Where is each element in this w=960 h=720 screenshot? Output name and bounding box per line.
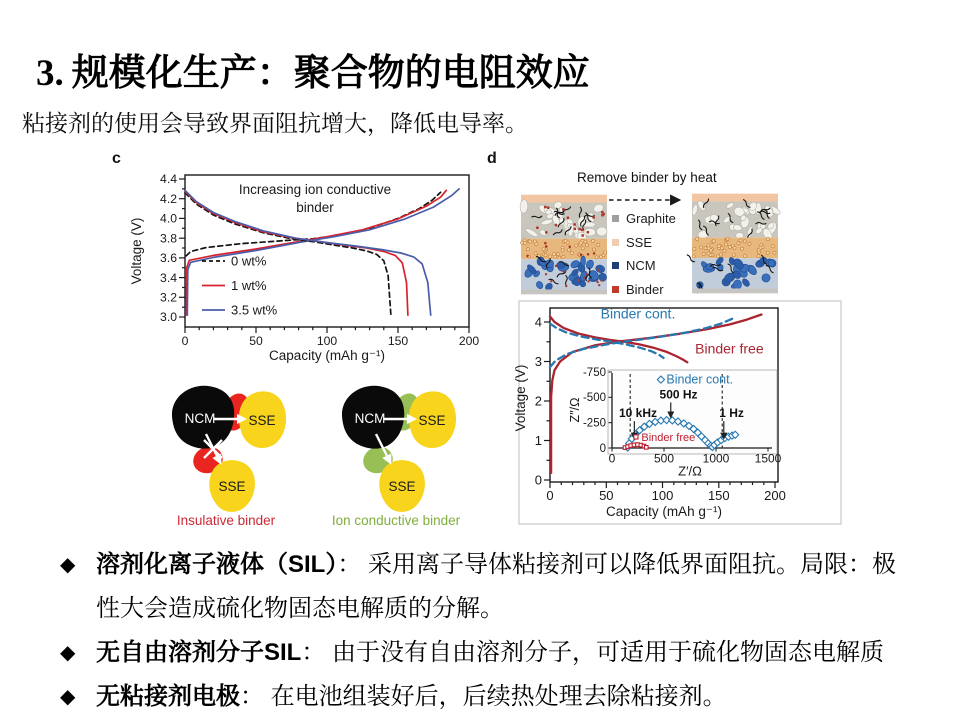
micrograph-layers xyxy=(520,195,608,295)
svg-text:-250: -250 xyxy=(582,417,606,430)
bullet-diamond-icon: ◆ xyxy=(60,686,76,708)
remove-binder-caption: Remove binder by heat xyxy=(577,170,717,185)
bullet-diamond-icon: ◆ xyxy=(60,554,76,576)
micrograph-legend-row xyxy=(612,207,676,231)
heat-arrow xyxy=(607,192,689,208)
svg-text:150: 150 xyxy=(387,334,409,348)
svg-text:3.4: 3.4 xyxy=(160,270,177,285)
svg-text:Binder free: Binder free xyxy=(641,431,696,444)
svg-text:Voltage (V): Voltage (V) xyxy=(513,364,528,432)
bullet-term: 无粘接剂电极 xyxy=(96,683,240,710)
legend-label: SSE xyxy=(626,234,653,250)
svg-text:SSE: SSE xyxy=(388,479,416,494)
svg-text:-500: -500 xyxy=(582,392,606,405)
svg-text:1: 1 xyxy=(534,433,542,449)
bullet-diamond-icon: ◆ xyxy=(60,642,76,664)
micrograph-legend xyxy=(612,207,676,301)
micrograph-with-binder xyxy=(521,194,607,295)
svg-text:0 wt%: 0 wt% xyxy=(231,253,267,269)
svg-text:0: 0 xyxy=(599,442,606,455)
svg-text:1000: 1000 xyxy=(702,451,730,466)
svg-text:Binder cont.: Binder cont. xyxy=(666,372,734,387)
svg-text:4.0: 4.0 xyxy=(160,211,177,226)
svg-text:SSE: SSE xyxy=(248,413,276,428)
svg-text:200: 200 xyxy=(458,334,480,348)
svg-text:Capacity (mAh g⁻¹): Capacity (mAh g⁻¹) xyxy=(606,504,722,519)
svg-text:4: 4 xyxy=(534,314,542,330)
svg-text:3.8: 3.8 xyxy=(160,231,177,246)
svg-text:-750: -750 xyxy=(582,366,606,379)
svg-text:2: 2 xyxy=(534,393,542,409)
svg-text:500 Hz: 500 Hz xyxy=(659,387,698,402)
legend-swatch xyxy=(612,239,619,246)
micrograph-legend-row xyxy=(612,254,676,278)
svg-text:500: 500 xyxy=(653,451,675,466)
page-title xyxy=(36,42,590,96)
svg-text:50: 50 xyxy=(249,334,263,348)
svg-text:Binder cont.: Binder cont. xyxy=(600,305,676,322)
svg-text:3.2: 3.2 xyxy=(160,290,177,305)
blob-group xyxy=(172,386,286,528)
bullet-text: ： 采用离子导体粘接剂可以降低界面阻抗。局限：极性大会造成硫化物固态电解质的分解。 xyxy=(96,551,897,622)
svg-text:3.5 wt%: 3.5 wt% xyxy=(231,302,278,318)
svg-text:Capacity (mAh g⁻¹): Capacity (mAh g⁻¹) xyxy=(269,348,385,363)
svg-text:Z′/Ω: Z′/Ω xyxy=(678,463,702,479)
svg-text:Insulative binder: Insulative binder xyxy=(176,513,276,528)
svg-text:4.2: 4.2 xyxy=(160,191,177,206)
svg-text:NCM: NCM xyxy=(354,411,386,426)
svg-text:100: 100 xyxy=(316,334,338,348)
bullet-list xyxy=(60,543,912,719)
svg-text:50: 50 xyxy=(599,488,614,503)
svg-text:Z″/Ω: Z″/Ω xyxy=(568,397,582,423)
bullet-text: ： 在电池组装好后，后续热处理去除粘接剂。 xyxy=(240,683,727,710)
title-text: 规模化生产：聚合物的电阻效应 xyxy=(71,52,590,93)
panel-c-chart xyxy=(110,148,490,378)
legend-label: Graphite xyxy=(626,211,676,227)
svg-text:10 kHz: 10 kHz xyxy=(618,406,658,421)
svg-text:0: 0 xyxy=(534,472,542,488)
legend-label: Binder xyxy=(626,281,664,297)
svg-text:0: 0 xyxy=(608,451,616,466)
bullet-item xyxy=(60,543,912,631)
svg-text:SSE: SSE xyxy=(218,479,246,494)
legend-swatch xyxy=(612,215,619,222)
svg-text:binder: binder xyxy=(296,200,334,215)
bullet-item xyxy=(60,631,912,675)
legend-swatch xyxy=(612,286,619,293)
svg-text:3: 3 xyxy=(534,354,542,370)
subtitle: 粘接剂的使用会导致界面阻抗增大，降低电导率。 xyxy=(22,110,528,136)
svg-text:Increasing ion conductive: Increasing ion conductive xyxy=(238,182,392,197)
svg-text:Binder free: Binder free xyxy=(695,340,764,357)
micrograph-binder-removed xyxy=(692,193,778,294)
bullet-text: ： 由于没有自由溶剂分子，可适用于硫化物固态电解质 xyxy=(301,639,885,666)
svg-text:1 wt%: 1 wt% xyxy=(231,278,267,293)
svg-text:0: 0 xyxy=(181,334,189,348)
panel-d-chart xyxy=(500,298,845,530)
bullet-term: 溶剂化离子液体（SIL） xyxy=(96,551,338,578)
svg-text:200: 200 xyxy=(764,488,786,503)
svg-text:Ion conductive binder: Ion conductive binder xyxy=(331,513,461,528)
blob-group xyxy=(332,386,461,528)
panel-c-label: c xyxy=(112,150,121,167)
svg-text:3.6: 3.6 xyxy=(160,251,177,266)
svg-text:Voltage (V): Voltage (V) xyxy=(129,217,144,285)
bullet-term: 无自由溶剂分子SIL xyxy=(96,639,302,666)
binder-blob-diagram xyxy=(148,374,468,529)
bullet-item xyxy=(60,675,912,719)
svg-text:4.4: 4.4 xyxy=(160,172,177,187)
svg-text:1500: 1500 xyxy=(754,451,782,466)
legend-label: NCM xyxy=(626,258,656,274)
micrograph-layers xyxy=(686,194,782,294)
svg-text:150: 150 xyxy=(707,488,730,503)
micrograph-legend-row xyxy=(612,231,676,255)
svg-text:0: 0 xyxy=(546,488,554,503)
svg-text:3.0: 3.0 xyxy=(160,310,177,325)
svg-text:SSE: SSE xyxy=(418,413,446,428)
legend-swatch xyxy=(612,262,619,269)
title-number: 3. xyxy=(36,53,64,94)
panel-d-label: d xyxy=(487,150,497,167)
svg-text:1 Hz: 1 Hz xyxy=(719,406,744,421)
svg-text:100: 100 xyxy=(651,488,674,503)
svg-text:NCM: NCM xyxy=(184,411,216,426)
